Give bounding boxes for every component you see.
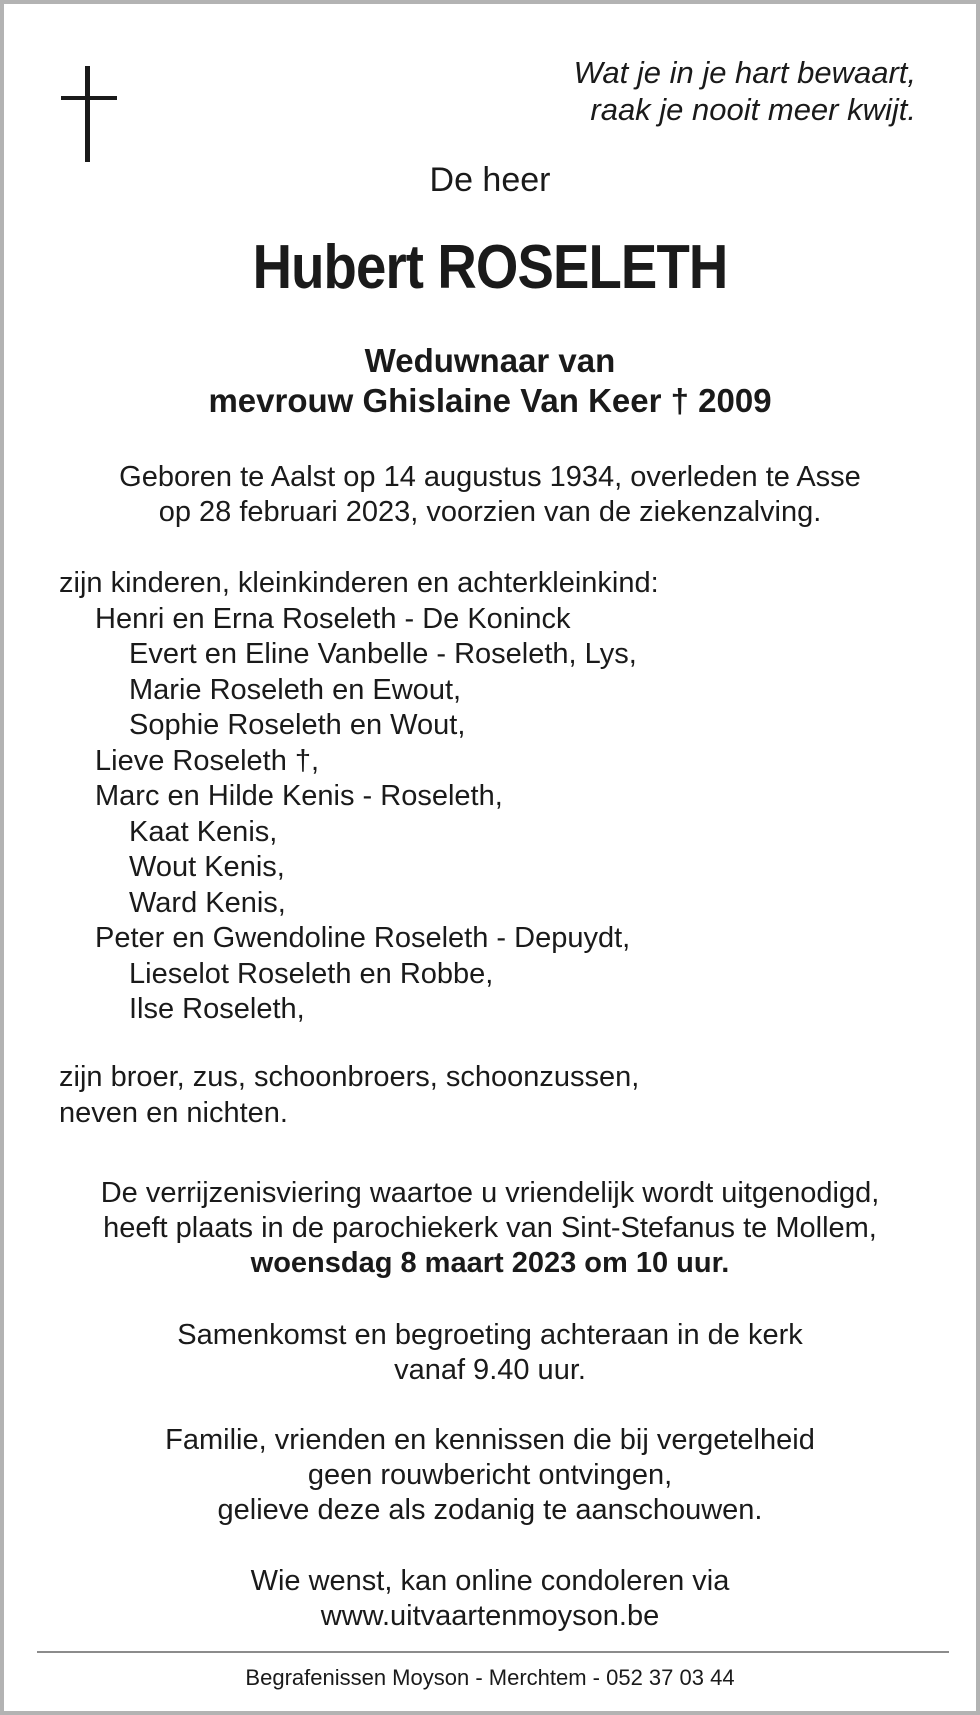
relatives-line: zijn broer, zus, schoonbroers, schoonzussen, bbox=[59, 1061, 640, 1093]
widower-of bbox=[4, 341, 976, 421]
notice bbox=[4, 1423, 976, 1528]
family-child-line: Marc en Hilde Kenis - Roseleth, bbox=[95, 780, 503, 812]
condolence-url: www.uitvaartenmoyson.be bbox=[320, 1600, 660, 1632]
motto-line: raak je nooit meer kwijt. bbox=[590, 92, 916, 127]
deceased-name: Hubert ROSELETH bbox=[252, 233, 728, 302]
birth-death-details bbox=[4, 460, 976, 530]
cross-icon bbox=[61, 66, 117, 162]
service-line: De verrijzenisviering waartoe u vriendelijk wordt uitgenodigd, bbox=[100, 1177, 880, 1209]
family-grandchild-line: Marie Roseleth en Ewout, bbox=[129, 673, 462, 706]
footer-funeral-home: Begrafenissen Moyson - Merchtem - 052 37 03 44 bbox=[245, 1665, 735, 1690]
relatives-line: neven en nichten. bbox=[59, 1096, 288, 1129]
condolence bbox=[4, 1564, 976, 1634]
notice-line: geen rouwbericht ontvingen, bbox=[307, 1459, 673, 1491]
footer-divider bbox=[37, 1651, 949, 1653]
notice-line: gelieve deze als zodanig te aanschouwen. bbox=[217, 1494, 763, 1526]
motto bbox=[574, 54, 916, 128]
family-intro: zijn kinderen, kleinkinderen en achterkleinkind: bbox=[59, 567, 659, 599]
family-grandchild-line: Ilse Roseleth, bbox=[129, 993, 305, 1025]
notice-line: Familie, vrienden en kennissen die bij vergetelheid bbox=[165, 1424, 815, 1456]
gathering bbox=[4, 1318, 976, 1388]
title-prefix: De heer bbox=[429, 161, 551, 199]
relation-line: Weduwnaar van bbox=[364, 342, 616, 379]
family-lines bbox=[59, 602, 659, 1028]
family-grandchild-line: Evert en Eline Vanbelle - Roseleth, Lys, bbox=[129, 638, 637, 670]
family-child-line: Peter en Gwendoline Roseleth - Depuydt, bbox=[95, 922, 631, 954]
family-grandchild-line: Kaat Kenis, bbox=[129, 815, 278, 848]
spouse-line: mevrouw Ghislaine Van Keer † 2009 bbox=[208, 382, 772, 419]
condolence-line: Wie wenst, kan online condoleren via bbox=[250, 1565, 730, 1597]
service-datetime: woensdag 8 maart 2023 om 10 uur. bbox=[250, 1247, 730, 1279]
gathering-line: Samenkomst en begroeting achteraan in de kerk bbox=[177, 1319, 803, 1351]
gathering-line: vanaf 9.40 uur. bbox=[394, 1354, 586, 1386]
family-child-line: Henri en Erna Roseleth - De Koninck bbox=[95, 602, 571, 635]
service-line: heeft plaats in de parochiekerk van Sint-Stefanus te Mollem, bbox=[103, 1212, 877, 1244]
family-list bbox=[59, 566, 659, 1028]
motto-line: Wat je in je hart bewaart, bbox=[573, 55, 916, 90]
birth-line: op 28 februari 2023, voorzien van de ziekenzalving. bbox=[158, 496, 822, 528]
funeral-service bbox=[4, 1176, 976, 1281]
birth-line: Geboren te Aalst op 14 augustus 1934, overleden te Asse bbox=[119, 461, 861, 493]
family-grandchild-line: Wout Kenis, bbox=[129, 851, 285, 883]
family-grandchild-line: Ward Kenis, bbox=[129, 886, 286, 919]
family-grandchild-line: Lieselot Roseleth en Robbe, bbox=[129, 957, 494, 990]
relatives bbox=[59, 1060, 639, 1131]
family-grandchild-line: Sophie Roseleth en Wout, bbox=[129, 709, 466, 741]
family-child-line: Lieve Roseleth †, bbox=[95, 744, 320, 777]
